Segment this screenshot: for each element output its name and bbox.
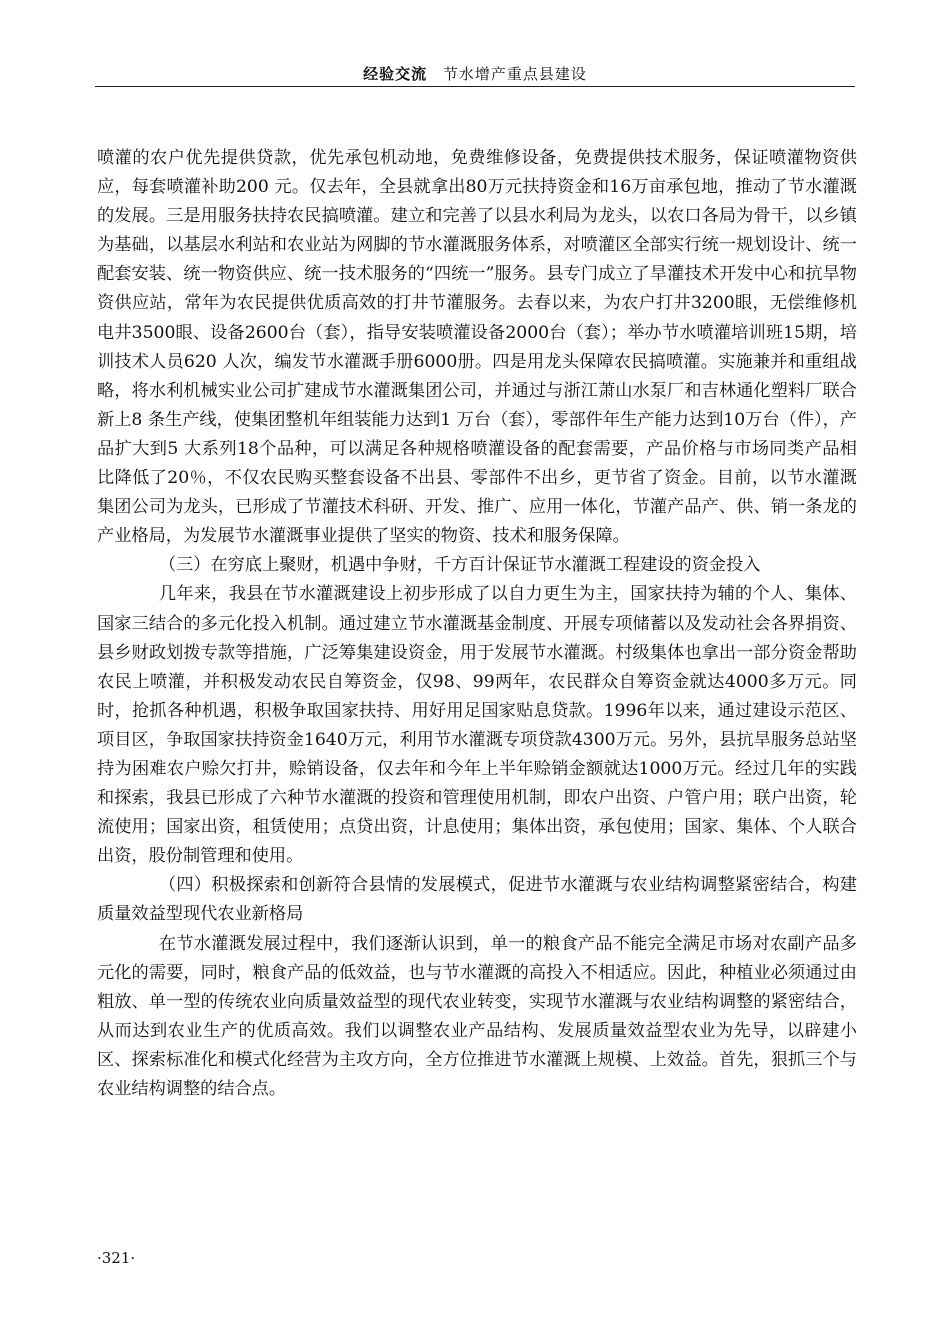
- running-header: [95, 62, 855, 86]
- header-title: 节水增产重点县建设: [442, 65, 587, 83]
- section-heading-4: （四）积极探索和创新符合县情的发展模式，促进节水灌溉与农业结构调整紧密结合，构建质量效益型现代农业新格局: [97, 875, 857, 925]
- header-rule: [95, 86, 855, 87]
- body-text: [97, 144, 857, 1104]
- paragraph-structure: 在节水灌溉发展过程中，我们逐渐认识到，单一的粮食产品不能完全满足市场对农副产品多元化的需要，同时，粮食产品的低效益，也与节水灌溉的高投入不相适应。因此，种植业必须通过由粗放、单一型的传统农业向质量效益型的现代农业转变，实现节水灌溉与农业结构调整的紧密结合，从而达到农业生产的优质高效。我们以调整农业产品结构、发展质量效益型农业为先导，以辟建小区、探索标准化和模式化经营为主攻方向，全方位推进节水灌溉上规模、上效益。首先，狠抓三个与农业结构调整的结合点。: [97, 933, 857, 1099]
- paragraph-continued: 喷灌的农户优先提供贷款，优先承包机动地，免费维修设备，免费提供技术服务，保证喷灌物资供应，每套喷灌补助200 元。仅去年，全县就拿出80万元扶持资金和16万亩承包地，推动了节水灌溉的发展。三是用服务扶持农民搞喷灌。建立和完善了以县水利局为龙头，以农口各局为骨干，以乡镇为基础，以基层水利站和农业站为网脚的节水灌溉服务体系，对喷灌区全部实行统一规划设计、统一配套安装、统一物资供应、统一技术服务的“四统一”服务。县专门成立了旱灌技术开发中心和抗旱物资供应站，常年为农民提供优质高效的打井节灌服务。去春以来，为农户打井3200眼，无偿维修机电井3500眼、设备2600台（套），指导安装喷灌设备2000台（套）；举办节水喷灌培训班15期，培训技术人员620 人次，编发节水灌溉手册6000册。四是用龙头保障农民搞喷灌。实施兼并和重组战略，将水利机械实业公司扩建成节水灌溉集团公司，并通过与浙江萧山水泵厂和吉林通化塑料厂联合新上8 条生产线，使集团整机年组装能力达到1 万台（套），零部件年生产能力达到10万台（件），产品扩大到5 大系列18个品种，可以满足各种规格喷灌设备的配套需要，产品价格与市场同类产品相比降低了20％，不仅农民购买整套设备不出县、零部件不出乡，更节省了资金。目前，以节水灌溉集团公司为龙头，已形成了节灌技术科研、开发、推广、应用一体化，节灌产品产、供、销一条龙的产业格局，为发展节水灌溉事业提供了坚实的物资、技术和服务保障。: [97, 148, 857, 547]
- header-section: 经验交流: [363, 65, 428, 83]
- section-heading-3: （三）在穷底上聚财，机遇中争财，千方百计保证节水灌溉工程建设的资金投入: [158, 555, 761, 576]
- page-number: ·321·: [97, 1249, 136, 1267]
- paragraph-investment: 几年来，我县在节水灌溉建设上初步形成了以自力更生为主，国家扶持为辅的个人、集体、国家三结合的多元化投入机制。通过建立节水灌溉基金制度、开展专项储蓄以及发动社会各界捐资、县乡财政划拨专款等措施，广泛筹集建设资金，用于发展节水灌溉。村级集体也拿出一部分资金帮助农民上喷灌，并积极发动农民自筹资金，仅98、99两年，农民群众自筹资金就达4000多万元。同时，抢抓各种机遇，积极争取国家扶持、用好用足国家贴息贷款。1996年以来，通过建设示范区、项目区，争取国家扶持资金1640万元，利用节水灌溉专项贷款4300万元。另外，县抗旱服务总站坚持为困难农户赊欠打井，赊销设备，仅去年和今年上半年赊销金额就达1000万元。经过几年的实践和探索，我县已形成了六种节水灌溉的投资和管理使用机制，即农户出资、户管户用；联户出资，轮流使用；国家出资，租赁使用；点贷出资，计息使用；集体出资，承包使用；国家、集体、个人联合出资，股份制管理和使用。: [97, 584, 857, 867]
